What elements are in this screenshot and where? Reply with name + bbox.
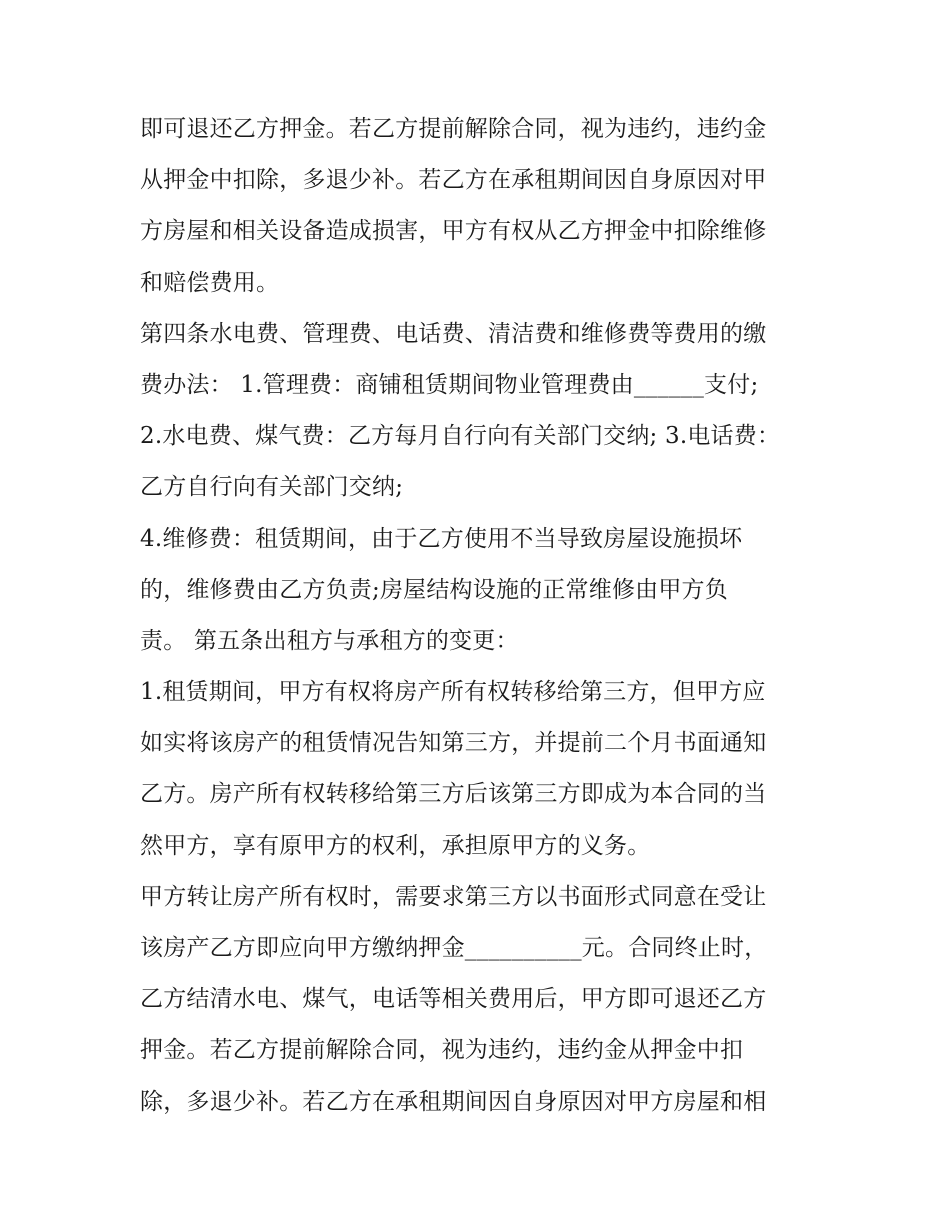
text-line: 方房屋和相关设备造成损害，甲方有权从乙方押金中扣除维修	[140, 218, 767, 245]
text-line: 4.维修费：租赁期间，由于乙方使用不当导致房屋设施损坏	[140, 525, 743, 552]
text-line: 的，维修费由乙方负责;房屋结构设施的正常维修由甲方负	[140, 576, 728, 603]
text-line: 乙方自行向有关部门交纳;	[140, 474, 404, 501]
text-line: 如实将该房产的租赁情况告知第三方，并提前二个月书面通知	[140, 730, 767, 757]
text-line: 乙方。房产所有权转移给第三方后该第三方即成为本合同的当	[140, 781, 767, 808]
text-line: 然甲方，享有原甲方的权利，承担原甲方的义务。	[140, 832, 651, 859]
text-line: 除，多退少补。若乙方在承租期间因自身原因对甲方房屋和相	[140, 1088, 767, 1115]
text-line: 第四条水电费、管理费、电话费、清洁费和维修费等费用的缴	[140, 320, 767, 347]
text-line: 即可退还乙方押金。若乙方提前解除合同，视为违约，违约金	[140, 116, 767, 142]
text-line: 2.水电费、煤气费：乙方每月自行向有关部门交纳; 3.电话费：	[140, 423, 781, 450]
text-line: 该房产乙方即应向甲方缴纳押金__________元。合同终止时，	[140, 935, 768, 961]
text-line: 押金。若乙方提前解除合同，视为违约，违约金从押金中扣	[140, 1037, 744, 1064]
text-line: 甲方转让房产所有权时，需要求第三方以书面形式同意在受让	[140, 883, 767, 910]
text-line: 和赔偿费用。	[140, 269, 280, 296]
text-line: 从押金中扣除，多退少补。若乙方在承租期间因自身原因对甲	[140, 167, 767, 194]
text-line: 乙方结清水电、煤气，电话等相关费用后，甲方即可退还乙方	[140, 986, 767, 1013]
text-line: 责。 第五条出租方与承租方的变更：	[140, 627, 519, 654]
contract-text	[140, 104, 830, 1128]
text-line: 费办法： 1.管理费：商铺租赁期间物业管理费由______支付;	[140, 371, 759, 398]
text-line: 1.租赁期间，甲方有权将房产所有权转移给第三方，但甲方应	[140, 679, 766, 706]
